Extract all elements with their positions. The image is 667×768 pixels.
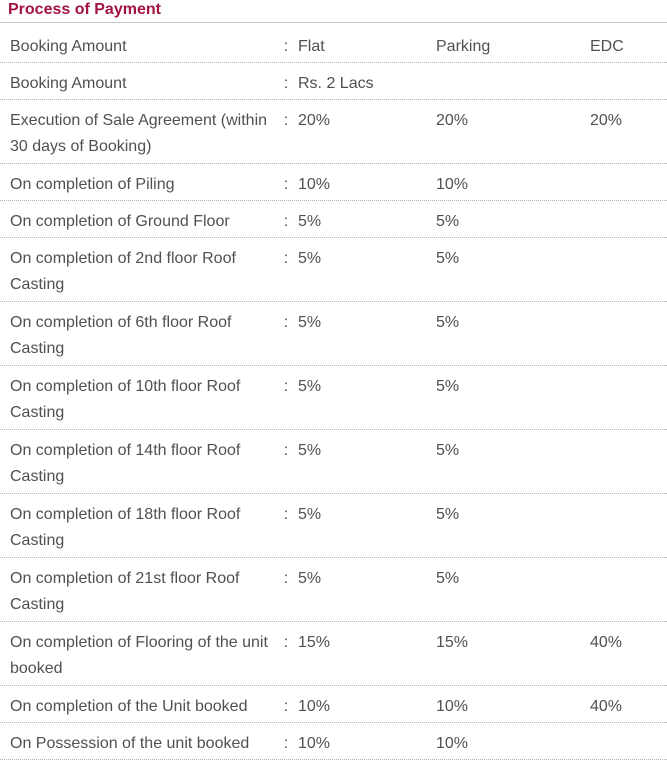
table-row xyxy=(0,430,667,494)
stage-label: Booking Amount xyxy=(10,75,127,92)
separator: : xyxy=(283,442,289,459)
flat-value: Rs. 2 Lacs xyxy=(298,75,374,92)
table-row xyxy=(0,494,667,558)
edc-value: 20% xyxy=(590,112,623,129)
separator: : xyxy=(283,75,289,92)
stage-label: On completion of Ground Floor xyxy=(10,213,230,230)
stage-label: On completion of 10th floor Roof Casting xyxy=(10,378,241,421)
separator: : xyxy=(283,314,289,331)
flat-value: 5% xyxy=(298,506,322,523)
stage-label: On completion of Piling xyxy=(10,176,175,193)
separator: : xyxy=(283,213,289,230)
parking-value: 10% xyxy=(436,698,469,715)
separator: : xyxy=(283,378,289,395)
table-row xyxy=(0,164,667,201)
flat-value: Flat xyxy=(298,38,325,55)
parking-value: 5% xyxy=(436,570,460,587)
flat-value: 5% xyxy=(298,213,322,230)
table-row xyxy=(0,622,667,686)
edc-value: 40% xyxy=(590,634,623,651)
stage-label: On completion of 6th floor Roof Casting xyxy=(10,314,232,357)
flat-value: 10% xyxy=(298,176,331,193)
flat-value: 5% xyxy=(298,378,322,395)
table-row xyxy=(0,201,667,238)
table-row xyxy=(0,26,667,63)
flat-value: 5% xyxy=(298,314,322,331)
flat-value: 5% xyxy=(298,442,322,459)
stage-label: On Possession of the unit booked xyxy=(10,735,250,752)
separator: : xyxy=(283,735,289,752)
parking-value: 20% xyxy=(436,112,469,129)
separator: : xyxy=(283,698,289,715)
flat-value: 5% xyxy=(298,250,322,267)
parking-value: 5% xyxy=(436,442,460,459)
table-row xyxy=(0,366,667,430)
parking-value: 15% xyxy=(436,634,469,651)
parking-value: 10% xyxy=(436,176,469,193)
flat-value: 15% xyxy=(298,634,331,651)
title-divider xyxy=(0,22,667,23)
separator: : xyxy=(283,38,289,55)
parking-value: 5% xyxy=(436,213,460,230)
parking-value: 10% xyxy=(436,735,469,752)
table-row xyxy=(0,686,667,723)
stage-label: On completion of 21st floor Roof Casting xyxy=(10,570,240,613)
stage-label: On completion of 2nd floor Roof Casting xyxy=(10,250,236,293)
flat-value: 20% xyxy=(298,112,331,129)
stage-label: On completion of the Unit booked xyxy=(10,698,248,715)
table-row xyxy=(0,63,667,100)
flat-value: 5% xyxy=(298,570,322,587)
flat-value: 10% xyxy=(298,735,331,752)
stage-label: Booking Amount xyxy=(10,38,127,55)
payment-table xyxy=(0,26,667,760)
parking-value: 5% xyxy=(436,250,460,267)
parking-value: 5% xyxy=(436,378,460,395)
separator: : xyxy=(283,506,289,523)
separator: : xyxy=(283,176,289,193)
table-row xyxy=(0,723,667,760)
table-row xyxy=(0,558,667,622)
parking-value: 5% xyxy=(436,314,460,331)
separator: : xyxy=(283,250,289,267)
table-row xyxy=(0,238,667,302)
separator: : xyxy=(283,570,289,587)
separator: : xyxy=(283,112,289,129)
table-row xyxy=(0,100,667,164)
stage-label: Execution of Sale Agreement (within 30 days of Booking) xyxy=(10,112,268,155)
edc-value: 40% xyxy=(590,698,623,715)
parking-value: 5% xyxy=(436,506,460,523)
stage-label: On completion of 18th floor Roof Casting xyxy=(10,506,241,549)
table-row xyxy=(0,302,667,366)
separator: : xyxy=(283,634,289,651)
stage-label: On completion of 14th floor Roof Casting xyxy=(10,442,241,485)
edc-value: EDC xyxy=(590,38,624,55)
section-title: Process of Payment xyxy=(8,1,161,18)
flat-value: 10% xyxy=(298,698,331,715)
parking-value: Parking xyxy=(436,38,491,55)
stage-label: On completion of Flooring of the unit booked xyxy=(10,634,268,677)
